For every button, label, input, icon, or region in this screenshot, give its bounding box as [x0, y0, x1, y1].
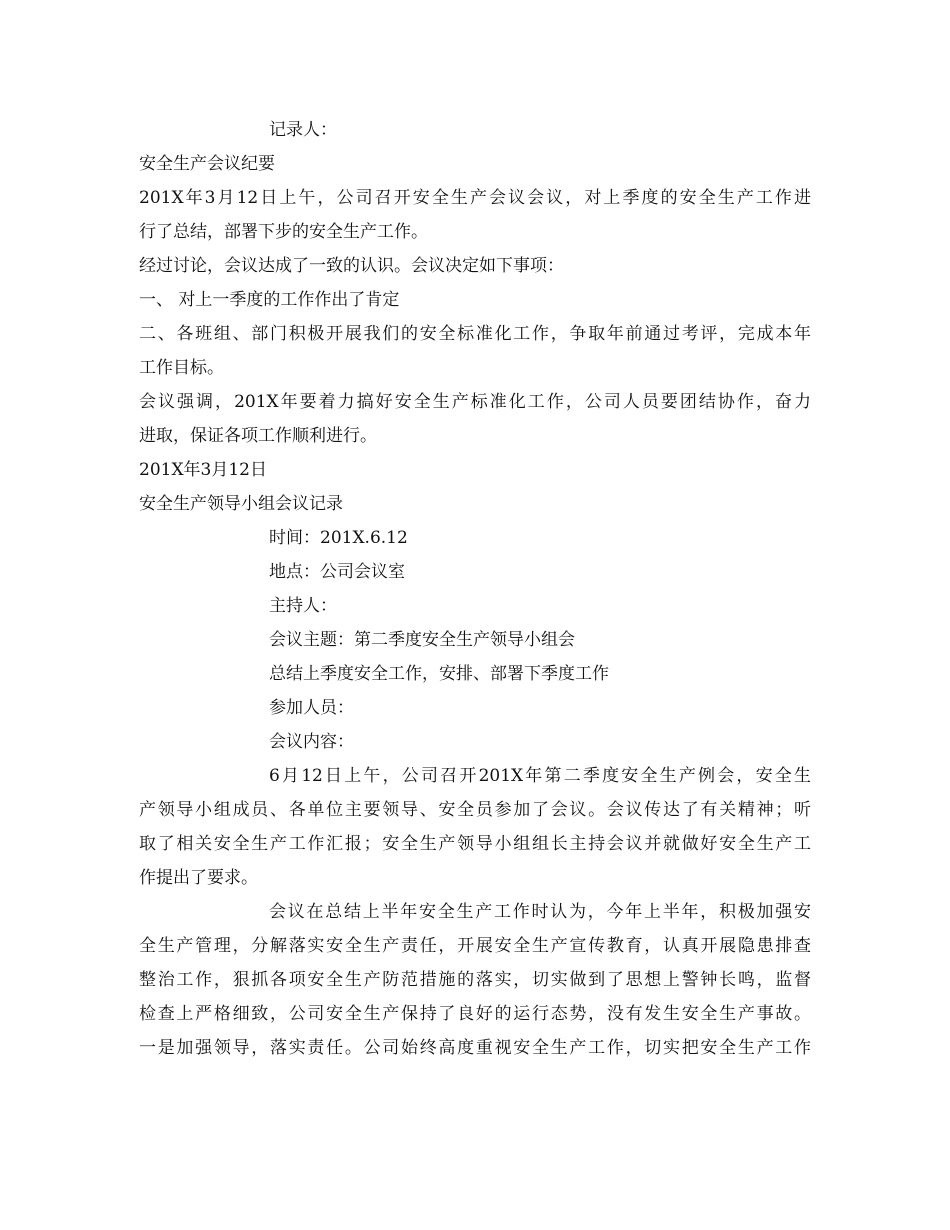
- list-item: 工作目标。: [139, 358, 224, 378]
- list-item: 一、 对上一季度的工作作出了肯定: [139, 290, 400, 310]
- paragraph-line: 一是加强领导，落实责任。公司始终高度重视安全生产工作，切实把安全生产工作: [139, 1038, 811, 1058]
- time-field: 时间：201X.6.12: [269, 528, 408, 548]
- paragraph-line: 作提出了要求。: [139, 868, 258, 888]
- paragraph-line: 检查上严格细致，公司安全生产保持了良好的运行态势，没有发生安全生产事故。: [139, 1004, 811, 1024]
- paragraph-line: 产领导小组成员、各单位主要领导、安全员参加了会议。会议传达了有关精神；听: [139, 800, 811, 820]
- paragraph-line: 201X年3月12日上午，公司召开安全生产会议会议，对上季度的安全生产工作进: [139, 188, 811, 208]
- topic-field: 会议主题：第二季度安全生产领导小组会: [269, 630, 575, 650]
- record-title: 安全生产领导小组会议记录: [139, 494, 343, 514]
- paragraph-line: 整治工作，狠抓各项安全生产防范措施的落实，切实做到了思想上警钟长鸣，监督: [139, 970, 811, 990]
- date-line: 201X年3月12日: [139, 460, 267, 480]
- paragraph-line: 进取，保证各项工作顺利进行。: [139, 426, 377, 446]
- document-body: [139, 113, 811, 1065]
- topic-continuation: 总结上季度安全工作，安排、部署下季度工作: [269, 664, 609, 684]
- location-field: 地点：公司会议室: [269, 562, 405, 582]
- paragraph-line: 全生产管理，分解落实安全生产责任，开展安全生产宣传教育，认真开展隐患排查: [139, 936, 811, 956]
- content-field: 会议内容：: [269, 732, 354, 752]
- paragraph-line: 取了相关安全生产工作汇报；安全生产领导小组组长主持会议并就做好安全生产工: [139, 834, 811, 854]
- paragraph-line: 经过讨论，会议达成了一致的认识。会议决定如下事项：: [139, 256, 564, 276]
- attendees-field: 参加人员：: [269, 698, 354, 718]
- paragraph-line: 6月12日上午，公司召开201X年第二季度安全生产例会，安全生: [269, 766, 811, 786]
- paragraph-line: 会议在总结上半年安全生产工作时认为，今年上半年，积极加强安: [269, 902, 811, 922]
- paragraph-line: 行了总结，部署下步的安全生产工作。: [139, 222, 428, 242]
- paragraph-line: 会议强调，201X年要着力搞好安全生产标准化工作，公司人员要团结协作，奋力: [139, 392, 811, 412]
- host-field: 主持人：: [269, 596, 337, 616]
- recorder-line: 记录人：: [269, 120, 337, 140]
- minutes-title: 安全生产会议纪要: [139, 154, 275, 174]
- list-item: 二、各班组、部门积极开展我们的安全标准化工作，争取年前通过考评，完成本年: [139, 324, 811, 344]
